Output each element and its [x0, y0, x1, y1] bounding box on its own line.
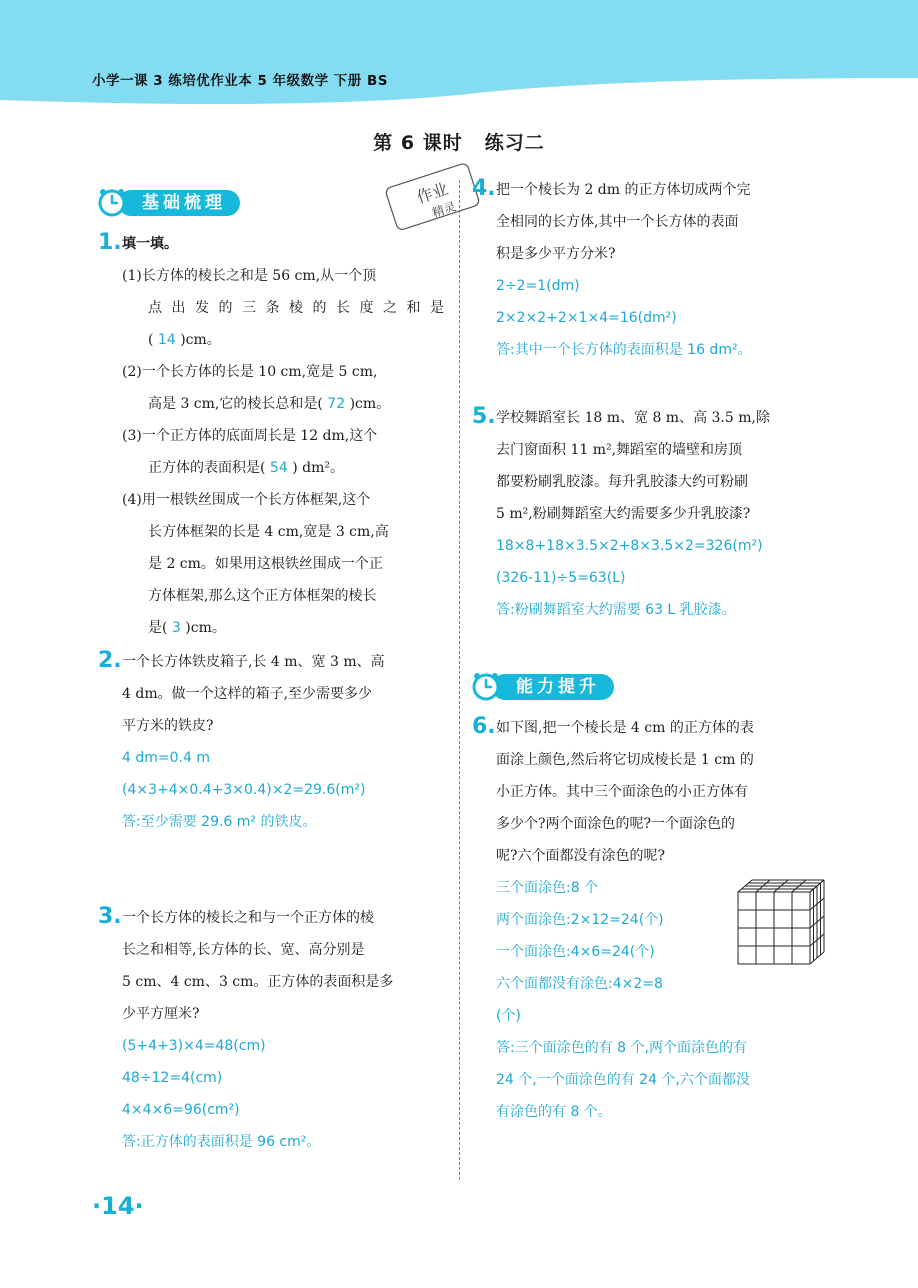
answer-line: 4 dm=0.4 m	[122, 750, 210, 766]
text-line: 积是多少平方分米?	[496, 246, 616, 262]
section-badge-basic	[96, 188, 266, 216]
answer-line: 2×2×2+2×1×4=16(dm²)	[496, 310, 677, 326]
blank-answer: 3	[171, 620, 181, 636]
answer-line: 2÷2=1(dm)	[496, 278, 580, 294]
text-fragment: (	[148, 332, 158, 348]
section-badge-advanced	[470, 672, 640, 700]
text-line: 是 2 cm。如果用这根铁丝围成一个正	[148, 556, 383, 572]
text-line: 5 m²,粉刷舞蹈室大约需要多少升乳胶漆?	[496, 506, 751, 522]
answer-line: 18×8+18×3.5×2+8×3.5×2=326(m²)	[496, 538, 763, 554]
text-line: 平方米的铁皮?	[122, 718, 214, 734]
answer-line: 答:正方体的表面积是 96 cm²。	[122, 1134, 321, 1150]
question-number: 6.	[472, 714, 496, 739]
header-banner	[0, 0, 918, 110]
answer-line: 答:至少需要 29.6 m² 的铁皮。	[122, 814, 317, 830]
question-number: 1.	[98, 230, 122, 255]
answer-line: 两个面涂色:2×12=24(个)	[496, 912, 664, 928]
text-fragment: 高是 3 cm,它的棱长总和是(	[148, 396, 328, 412]
fill-line	[148, 330, 221, 350]
fill-line	[148, 458, 344, 478]
answer-line: (个)	[496, 1008, 521, 1024]
text-line: (4)用一根铁丝围成一个长方体框架,这个	[122, 492, 371, 508]
text-line: 都要粉刷乳胶漆。每升乳胶漆大约可粉刷	[496, 474, 748, 490]
lesson-name: 练习二	[484, 132, 545, 154]
text-line: 长之和相等,长方体的长、宽、高分别是	[122, 942, 365, 958]
blank-answer: 14	[157, 332, 176, 348]
text-fragment: )cm。	[175, 332, 221, 348]
answer-line: 有涂色的有 8 个。	[496, 1104, 612, 1120]
question-number: 4.	[472, 176, 496, 201]
text-fragment: ) dm²。	[287, 460, 344, 476]
text-line: 一个长方体铁皮箱子,长 4 m、宽 3 m、高	[122, 654, 385, 670]
text-line: (3)一个正方体的底面周长是 12 dm,这个	[122, 428, 378, 444]
text-line: 把一个棱长为 2 dm 的正方体切成两个完	[496, 182, 751, 198]
answer-line: 三个面涂色:8 个	[496, 880, 599, 896]
answer-line: 六个面都没有涂色:4×2=8	[496, 976, 663, 992]
fill-line	[148, 618, 226, 638]
text-line: 面涂上颜色,然后将它切成棱长是 1 cm 的	[496, 752, 754, 768]
alarm-clock-icon	[96, 186, 128, 218]
text-line: 少平方厘米?	[122, 1006, 200, 1022]
question-number: 2.	[98, 648, 122, 673]
section-label: 能力提升	[492, 674, 614, 700]
text-line: (1)长方体的棱长之和是 56 cm,从一个顶	[122, 268, 377, 284]
blank-answer: 72	[327, 396, 346, 412]
text-line: 方体框架,那么这个正方体框架的棱长	[148, 588, 377, 604]
text-fragment: )cm。	[345, 396, 391, 412]
answer-line: 答:其中一个长方体的表面积是 16 dm²。	[496, 342, 752, 358]
text-fragment: )cm。	[180, 620, 226, 636]
fill-line	[148, 394, 390, 414]
answer-line: 答:三个面涂色的有 8 个,两个面涂色的有	[496, 1040, 747, 1056]
lesson-title	[0, 128, 918, 155]
watermark-text-2: 精灵	[430, 199, 458, 221]
answer-line: 24 个,一个面涂色的有 24 个,六个面都没	[496, 1072, 750, 1088]
text-line: (2)一个长方体的长是 10 cm,宽是 5 cm,	[122, 364, 378, 380]
text-line: 一个长方体的棱长之和与一个正方体的棱	[122, 910, 374, 926]
text-line: 全相同的长方体,其中一个长方体的表面	[496, 214, 739, 230]
text-line: 如下图,把一个棱长是 4 cm 的正方体的表	[496, 720, 754, 736]
answer-line: 答:粉刷舞蹈室大约需要 63 L 乳胶漆。	[496, 602, 736, 618]
text-line: 多少个?两个面涂色的呢?一个面涂色的	[496, 816, 736, 832]
watermark-text: 作业	[414, 179, 451, 208]
page-number: ·14·	[92, 1192, 144, 1220]
text-line: 小正方体。其中三个面涂色的小正方体有	[496, 784, 748, 800]
cube-diagram	[736, 878, 826, 978]
question-number: 5.	[472, 404, 496, 429]
book-title: 小学一课 3 练培优作业本 5 年级数学 下册 BS	[92, 73, 388, 89]
text-fragment: 是(	[148, 620, 172, 636]
text-line: 呢?六个面都没有涂色的呢?	[496, 848, 666, 864]
question-title: 填一填。	[122, 236, 178, 252]
column-divider	[459, 180, 460, 1180]
text-line: 5 cm、4 cm、3 cm。正方体的表面积是多	[122, 974, 394, 990]
text-line: 去门窗面积 11 m²,舞蹈室的墙壁和房顶	[496, 442, 743, 458]
text-line: 点出发的三条棱的长度之和是	[148, 300, 444, 316]
question-number: 3.	[98, 904, 122, 929]
text-line: 4 dm。做一个这样的箱子,至少需要多少	[122, 686, 373, 702]
answer-line: (4×3+4×0.4+3×0.4)×2=29.6(m²)	[122, 782, 366, 798]
lesson-number: 第 6 课时	[373, 132, 463, 154]
alarm-clock-icon	[470, 670, 502, 702]
answer-line: 48÷12=4(cm)	[122, 1070, 223, 1086]
answer-line: 4×4×6=96(cm²)	[122, 1102, 240, 1118]
text-fragment: 正方体的表面积是(	[148, 460, 270, 476]
blank-answer: 54	[269, 460, 288, 476]
answer-line: 一个面涂色:4×6=24(个)	[496, 944, 655, 960]
text-line: 学校舞蹈室长 18 m、宽 8 m、高 3.5 m,除	[496, 410, 770, 426]
text-line: 长方体框架的长是 4 cm,宽是 3 cm,高	[148, 524, 389, 540]
answer-line: (5+4+3)×4=48(cm)	[122, 1038, 266, 1054]
answer-line: (326-11)÷5=63(L)	[496, 570, 626, 586]
section-label: 基础梳理	[118, 190, 240, 216]
